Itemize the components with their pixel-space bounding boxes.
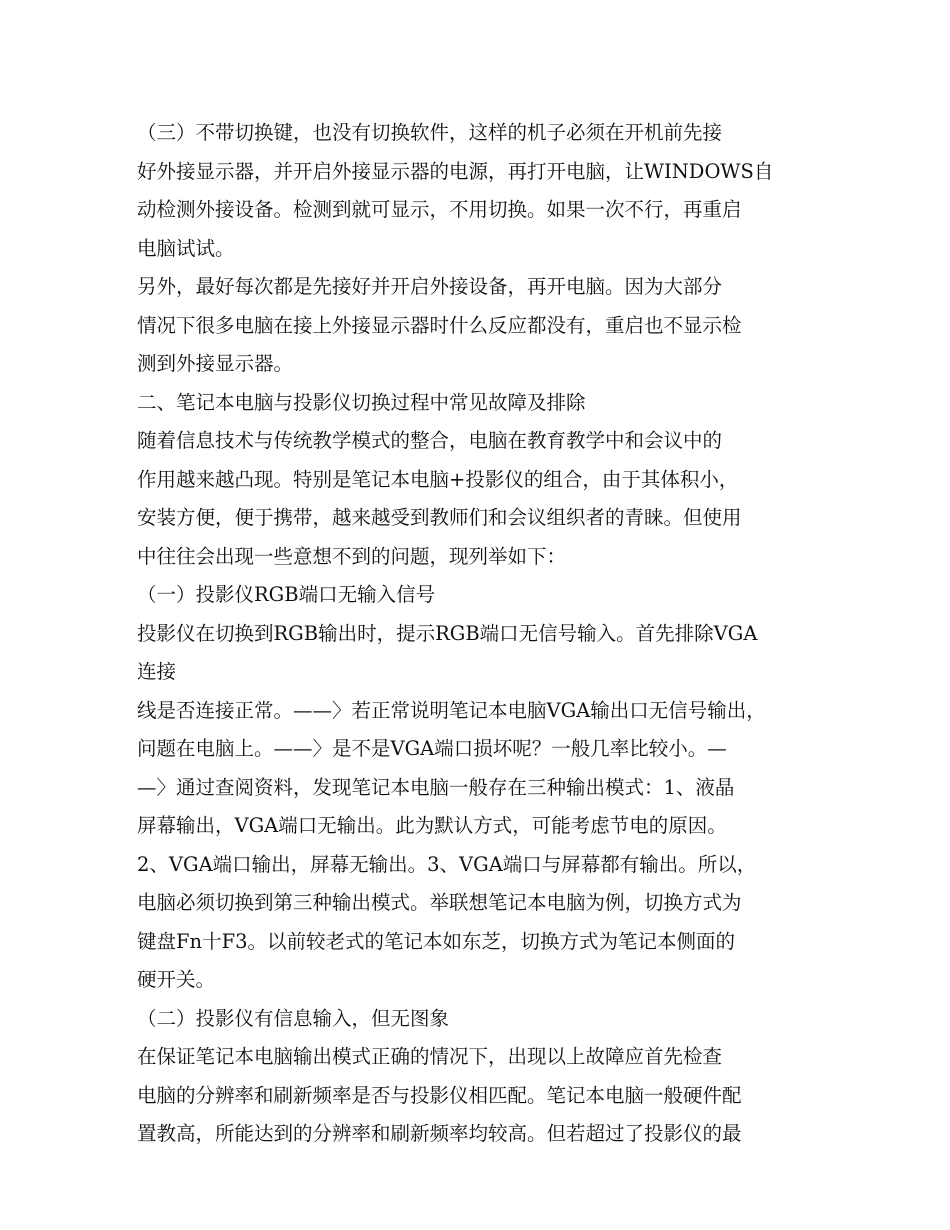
text-line: 连接 xyxy=(137,660,177,683)
text-line: 问题在电脑上。——〉是不是VGA端口损坏呢？一般几率比较小。— xyxy=(137,737,727,760)
text-line: 2、VGA端口输出，屏幕无输出。3、VGA端口与屏幕都有输出。所以， xyxy=(137,852,757,876)
text-line: 在保证笔记本电脑输出模式正确的情况下，出现以上故障应首先检查 xyxy=(137,1045,723,1068)
text-line: 硬开关。 xyxy=(137,968,216,991)
text-line: 置教高，所能达到的分辨率和刷新频率均较高。但若超过了投影仪的最 xyxy=(137,1122,742,1145)
text-line: 电脑试试。 xyxy=(137,236,235,260)
text-line: 投影仪在切换到RGB输出时，提示RGB端口无信号输入。首先排除VGA xyxy=(137,621,758,645)
text-line: 动检测外接设备。检测到就可显示，不用切换。如果一次不行，再重启 xyxy=(137,198,742,221)
text-line: 安装方便，便于携带，越来越受到教师们和会议组织者的青睐。但使用 xyxy=(137,506,742,529)
section-heading: 二、笔记本电脑与投影仪切换过程中常见故障及排除 xyxy=(137,390,586,414)
text-line: 键盘Fn十F3。以前较老式的笔记本如东芝，切换方式为笔记本侧面的 xyxy=(137,929,736,953)
subsection-heading: （一）投影仪RGB端口无输入信号 xyxy=(137,583,436,606)
subsection-heading: （二）投影仪有信息输入，但无图象 xyxy=(137,1006,450,1030)
text-line: 好外接显示器，并开启外接显示器的电源，再打开电脑，让WINDOWS自 xyxy=(137,159,774,183)
text-line: 作用越来越凸现。特别是笔记本电脑+投影仪的组合，由于其体积小， xyxy=(137,467,739,491)
text-line: 线是否连接正常。——〉若正常说明笔记本电脑VGA输出口无信号输出， xyxy=(137,698,766,722)
text-line: 中往往会出现一些意想不到的问题，现列举如下： xyxy=(137,544,567,568)
text-line: 屏幕输出，VGA端口无输出。此为默认方式，可能考虑节电的原因。 xyxy=(137,814,727,837)
text-line: 电脑的分辨率和刷新频率是否与投影仪相匹配。笔记本电脑一般硬件配 xyxy=(137,1083,742,1107)
text-line: 另外，最好每次都是先接好并开启外接设备，再开电脑。因为大部分 xyxy=(137,275,723,298)
text-line: 测到外接显示器。 xyxy=(137,352,294,375)
body-text xyxy=(137,114,827,1154)
text-line: —〉通过查阅资料，发现笔记本电脑一般存在三种输出模式：1、液晶 xyxy=(137,775,735,799)
text-line: 电脑必须切换到第三种输出模式。举联想笔记本电脑为例，切换方式为 xyxy=(137,891,742,914)
text-line: 情况下很多电脑在接上外接显示器时什么反应都没有，重启也不显示检 xyxy=(137,313,742,337)
text-line: （三）不带切换键，也没有切换软件，这样的机子必须在开机前先接 xyxy=(137,121,723,144)
text-line: 随着信息技术与传统教学模式的整合，电脑在教育教学中和会议中的 xyxy=(137,429,723,452)
